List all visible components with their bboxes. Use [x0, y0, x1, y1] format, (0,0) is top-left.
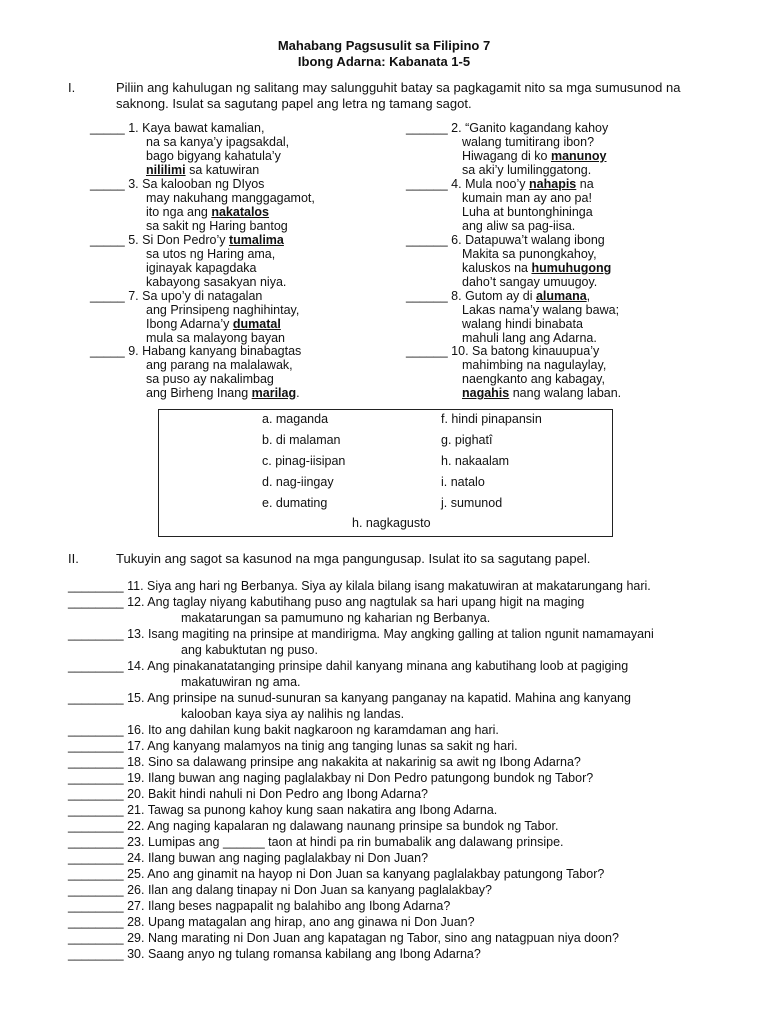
question-item — [68, 834, 748, 850]
choice-item: c. pinag-iisipan — [262, 454, 346, 468]
stanza-item — [406, 289, 619, 345]
question-item — [68, 626, 748, 658]
question-line: ________ 21. Tawag sa punong kahoy kung saan nakatira ang Ibong Adarna. — [68, 803, 498, 817]
stanza-line: walang hindi binabata — [462, 317, 583, 331]
underlined-word: nahapis — [529, 177, 577, 191]
choice-item: g. pighatî — [441, 433, 493, 447]
choice-item: f. hindi pinapansin — [441, 412, 542, 426]
stanza-line: ang Birheng Inang marilag. — [146, 386, 300, 400]
stanza-line: Ibong Adarna’y dumatal — [146, 317, 281, 331]
question-line: ________ 14. Ang pinakanatatanging prinsipe dahil kanyang minana ang kabutihang loob at pagiging — [68, 659, 629, 673]
stanza-line: ang parang na malalawak, — [146, 358, 293, 372]
question-line: ________ 30. Saang anyo ng tulang romansa kabilang ang Ibong Adarna? — [68, 947, 481, 961]
stanza-item — [406, 233, 611, 289]
stanza-line: kaluskos na humuhugong — [462, 261, 612, 275]
stanza-line: mula sa malayong bayan — [146, 331, 285, 345]
question-item — [68, 658, 748, 690]
stanza-line: ang aliw sa pag-iisa. — [462, 219, 576, 233]
question-line: ________ 28. Upang matagalan ang hirap, ano ang ginawa ni Don Juan? — [68, 915, 475, 929]
stanza-item — [90, 121, 289, 177]
stanza-item — [90, 289, 299, 345]
stanza-line: mahimbing na nagulaylay, — [462, 358, 607, 372]
stanza-item — [406, 344, 621, 400]
question-item — [68, 930, 748, 946]
question-line: ________ 18. Sino sa dalawang prinsipe ang nakakita at nakarinig sa awit ng Ibong Adarna? — [68, 755, 581, 769]
stanza-line: daho’t sangay umuugoy. — [462, 275, 598, 289]
stanza-line: ______ 4. Mula noo’y nahapis na — [406, 177, 594, 191]
question-item — [68, 914, 748, 930]
question-item — [68, 866, 748, 882]
stanza-line: may nakuhang manggagamot, — [146, 191, 315, 205]
question-line: ________ 29. Nang marating ni Don Juan ang kapatagan ng Tabor, sino ang natagpuan niya doon? — [68, 931, 619, 945]
stanza-line: ang Prinsipeng naghihintay, — [146, 303, 300, 317]
question-line: ang kabuktutan ng puso. — [181, 643, 318, 657]
stanza-line: mahuli lang ang Adarna. — [462, 331, 597, 345]
stanza-item — [406, 121, 608, 177]
underlined-word: nililimi — [146, 163, 186, 177]
question-line: ________ 12. Ang taglay niyang kabutihang puso ang nagtulak sa hari upang higit na maging — [68, 595, 585, 609]
stanza-line: bago bigyang kahatula’y — [146, 149, 281, 163]
question-line: ________ 17. Ang kanyang malamyos na tinig ang tanging lunas sa sakit ng hari. — [68, 739, 518, 753]
stanza-line: Luha at buntonghininga — [462, 205, 593, 219]
stanza-line: _____ 3. Sa kalooban ng DIyos — [90, 177, 265, 191]
stanza-line: sa utos ng Haring ama, — [146, 247, 276, 261]
stanza-line: Lakas nama’y walang bawa; — [462, 303, 620, 317]
question-line: ________ 11. Siya ang hari ng Berbanya. Siya ay kilala bilang isang makatuwiran at makatarungang hari. — [68, 579, 651, 593]
choice-item: i. natalo — [441, 475, 485, 489]
part2-instruction: Tukuyin ang sagot sa kasunod na mga pangungusap. Isulat ito sa sagutang papel. — [116, 551, 591, 566]
question-item — [68, 882, 748, 898]
question-item — [68, 578, 748, 594]
choice-item: a. maganda — [262, 412, 329, 426]
question-line: ________ 24. Ilang buwan ang naging paglalakbay ni Don Juan? — [68, 851, 429, 865]
choices-box — [158, 409, 613, 537]
underlined-word: alumana — [535, 289, 587, 303]
question-item — [68, 786, 748, 802]
choice-item-extra: h. nagkagusto — [352, 516, 431, 530]
question-item — [68, 946, 748, 962]
stanza-line: kumain man ay ano pa! — [462, 191, 592, 205]
question-item — [68, 754, 748, 770]
stanza-line: Makita sa punongkahoy, — [462, 247, 597, 261]
stanza-item — [90, 177, 315, 233]
choice-item: b. di malaman — [262, 433, 341, 447]
stanza-item — [90, 233, 286, 289]
underlined-word: nagahis — [462, 386, 510, 400]
question-line: ________ 19. Ilang buwan ang naging paglalakbay ni Don Pedro patungong bundok ng Tabor? — [68, 771, 594, 785]
part2-number: II. — [68, 551, 79, 566]
underlined-word: manunoy — [550, 149, 607, 163]
question-line: ________ 25. Ano ang ginamit na hayop ni Don Juan sa kanyang paglalakbay patungong Tabor? — [68, 867, 605, 881]
stanza-line: kabayong sasakyan niya. — [146, 275, 287, 289]
choice-item: h. nakaalam — [441, 454, 510, 468]
stanza-line: naengkanto ang kabagay, — [462, 372, 605, 386]
stanza-line: _____ 7. Sa upo’y di natagalan — [90, 289, 263, 303]
question-line: ________ 27. Ilang beses nagpapalit ng balahibo ang Ibong Adarna? — [68, 899, 451, 913]
underlined-word: humuhugong — [531, 261, 612, 275]
question-line: ________ 20. Bakit hindi nahuli ni Don Pedro ang Ibong Adarna? — [68, 787, 429, 801]
stanza-line: na sa kanya’y ipagsakdal, — [146, 135, 290, 149]
part1-instruction: Piliin ang kahulugan ng salitang may salungguhit batay sa pagkagamit nito sa mga sumusunod na saknong. Isulat sa sagutang papel ang letra ng tamang sagot. — [116, 80, 681, 111]
question-line: makatuwiran ng ama. — [181, 675, 301, 689]
question-item — [68, 722, 748, 738]
question-line: ________ 13. Isang magiting na prinsipe at mandirigma. May angking galling at talion ngunit namamayani — [68, 627, 654, 641]
stanza-line: nagahis nang walang laban. — [462, 386, 622, 400]
stanza-item — [90, 344, 301, 400]
question-line: ________ 23. Lumipas ang ______ taon at hindi pa rin bumabalik ang dalawang prinsipe. — [68, 835, 564, 849]
choice-item: j. sumunod — [441, 496, 503, 510]
question-item — [68, 738, 748, 754]
question-line: ________ 16. Ito ang dahilan kung bakit nagkaroon ng karamdaman ang hari. — [68, 723, 499, 737]
stanza-line: _____ 1. Kaya bawat kamalian, — [90, 121, 265, 135]
question-item — [68, 802, 748, 818]
question-item — [68, 898, 748, 914]
stanza-line: ______ 10. Sa batong kinauupua’y — [406, 344, 600, 358]
choice-item: d. nag-iingay — [262, 475, 334, 489]
stanza-line: _____ 5. Si Don Pedro’y tumalima — [90, 233, 284, 247]
stanza-line: ito nga ang nakatalos — [146, 205, 270, 219]
question-line: kalooban kaya siya ay nalihis ng landas. — [181, 707, 405, 721]
stanza-line: walang tumitirang ibon? — [462, 135, 595, 149]
underlined-word: tumalima — [228, 233, 284, 247]
stanza-line: sa puso ay nakalimbag — [146, 372, 274, 386]
page-title: Mahabang Pagsusulit sa Filipino 7 — [277, 38, 491, 53]
question-line: ________ 26. Ilan ang dalang tinapay ni Don Juan sa kanyang paglalakbay? — [68, 883, 492, 897]
choice-item: e. dumating — [262, 496, 328, 510]
question-item — [68, 594, 748, 626]
stanza-line: ______ 2. “Ganito kagandang kahoy — [406, 121, 609, 135]
stanza-line: nililimi sa katuwiran — [146, 163, 260, 177]
stanza-line: iginayak kapagdaka — [146, 261, 257, 275]
underlined-word: dumatal — [232, 317, 281, 331]
question-item — [68, 818, 748, 834]
stanza-line: ______ 8. Gutom ay di alumana, — [406, 289, 591, 303]
underlined-word: nakatalos — [211, 205, 270, 219]
stanza-line: ______ 6. Datapuwa’t walang ibong — [406, 233, 605, 247]
stanza-item — [406, 177, 594, 233]
question-line: ________ 22. Ang naging kapalaran ng dalawang naunang prinsipe sa bundok ng Tabor. — [68, 819, 559, 833]
stanza-line: sa sakit ng Haring bantog — [146, 219, 288, 233]
stanza-line: _____ 9. Habang kanyang binabagtas — [90, 344, 302, 358]
stanza-line: Hiwagang di ko manunoy — [462, 149, 607, 163]
question-line: makatarungan sa pamumuno ng kaharian ng Berbanya. — [181, 611, 491, 625]
question-line: ________ 15. Ang prinsipe na sunud-sunuran sa kanyang panganay na kapatid. Mahina ang kanyang — [68, 691, 631, 705]
question-item — [68, 850, 748, 866]
underlined-word: marilag — [251, 386, 297, 400]
question-item — [68, 770, 748, 786]
page-subtitle: Ibong Adarna: Kabanata 1-5 — [297, 54, 471, 69]
question-item — [68, 690, 748, 722]
stanza-line: sa aki’y lumilinggatong. — [462, 163, 592, 177]
part1-number: I. — [68, 80, 76, 95]
